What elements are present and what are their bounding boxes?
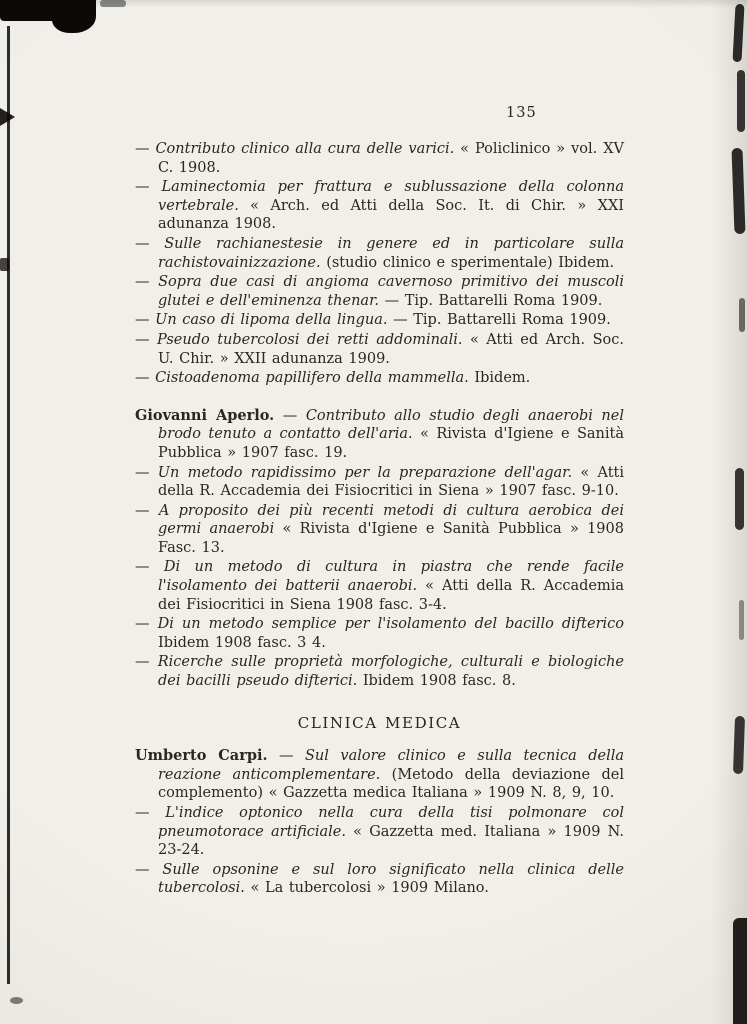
author-name: Umberto Carpi. bbox=[135, 747, 268, 765]
bibliography-entry bbox=[135, 653, 624, 690]
entry-text: « Atti della R. Accademia dei Fisiocritici in Siena 1908 fasc. 3-4. bbox=[158, 578, 624, 613]
bibliography-entry bbox=[135, 235, 624, 272]
page-number: 135 bbox=[506, 105, 537, 121]
bibliography-entry bbox=[135, 747, 624, 803]
entry-text: « Gazzetta med. Italiana » 1909 N. 23-24. bbox=[158, 823, 624, 859]
work-title: Di un metodo semplice per l'isolamento del bacillo difterico bbox=[157, 616, 625, 633]
entry-text: — bbox=[135, 616, 158, 633]
entry-text: Ibidem 1908 fasc. 3 4. bbox=[158, 634, 326, 651]
work-title: Contributo allo studio degli anaerobi nel brodo tenuto a contatto dell'aria. bbox=[158, 407, 624, 443]
bibliography-entry bbox=[135, 804, 624, 860]
bibliography-entry bbox=[135, 273, 624, 310]
entry-text: Ibidem. bbox=[468, 370, 531, 387]
work-title: Pseudo tubercolosi dei retti addominali. bbox=[157, 331, 463, 348]
entry-text: — bbox=[135, 312, 156, 329]
work-title: L'indice optonico nella cura della tisi polmonare col pneumotorace artificiale. bbox=[158, 805, 625, 840]
work-title: A proposito dei più recenti metodi di cultura aerobica dei germi anaerobi bbox=[158, 502, 624, 538]
entries-umberto-carpi bbox=[135, 747, 624, 898]
scan-artifact-top-smudge bbox=[100, 0, 126, 7]
entry-text: — bbox=[135, 654, 158, 671]
entry-text: « Policlinico » vol. XV C. 1908. bbox=[158, 141, 624, 176]
bibliography-entry bbox=[135, 369, 624, 388]
bibliography-entry bbox=[135, 407, 624, 463]
scan-artifact-right-smudge-5 bbox=[735, 468, 744, 530]
scan-artifact-right-smudge-7 bbox=[733, 716, 745, 774]
entry-text: « Arch. ed Atti della Soc. It. di Chir. » XXI adunanza 1908. bbox=[158, 197, 624, 233]
entry-text: Ibidem 1908 fasc. 8. bbox=[357, 673, 516, 690]
entry-text: — bbox=[135, 559, 164, 576]
work-title: Cistoadenoma papillifero della mammella. bbox=[155, 370, 469, 387]
bibliography-entry bbox=[135, 140, 624, 177]
work-title: Sulle rachianestesie in genere ed in particolare sulla rachistovainizzazione. bbox=[158, 235, 624, 271]
entry-text: « Atti della R. Accademia dei Fisiocritici in Siena » 1907 fasc. 9-10. bbox=[158, 464, 624, 500]
bibliography-entry bbox=[135, 615, 624, 652]
bibliography-entry bbox=[135, 861, 624, 898]
work-title: Sulle opsonine e sul loro significato nella clinica delle tubercolosi. bbox=[158, 861, 624, 897]
entry-text: — Tip. Battarelli Roma 1909. bbox=[379, 292, 603, 309]
scan-artifact-bottom-left-dot bbox=[10, 997, 23, 1004]
text-block bbox=[135, 140, 624, 899]
bibliography-entry bbox=[135, 311, 624, 330]
entry-text: (studio clinico e sperimentale) Ibidem. bbox=[320, 254, 615, 271]
scan-artifact-right-smudge-4 bbox=[739, 298, 745, 332]
entry-text: « Atti ed Arch. Soc. U. Chir. » XXII adunanza 1909. bbox=[158, 331, 625, 367]
bibliography-entry bbox=[135, 178, 624, 234]
entry-text: « Rivista d'Igiene e Sanità Pubblica » 1908 Fasc. 13. bbox=[158, 521, 624, 556]
entry-text: — bbox=[135, 331, 157, 348]
scan-artifact-right-bottom-blob bbox=[733, 918, 747, 1024]
entry-text: — bbox=[135, 805, 166, 821]
entry-text: — bbox=[135, 274, 159, 291]
scan-artifact-top-left-blob2 bbox=[52, 0, 96, 33]
entry-text: — bbox=[135, 370, 156, 387]
entry-text: — bbox=[135, 235, 165, 252]
work-title: Un caso di lipoma della lingua. bbox=[155, 312, 388, 329]
entry-text: — bbox=[274, 407, 306, 424]
entry-text: — Tip. Battarelli Roma 1909. bbox=[387, 312, 611, 329]
author-name: Giovanni Aperlo. bbox=[135, 406, 275, 424]
entry-text: — bbox=[135, 141, 156, 157]
scan-artifact-left-tick bbox=[0, 258, 9, 271]
entry-text: — bbox=[135, 502, 159, 519]
work-title: Un metodo rapidissimo per la preparazione dell'agar. bbox=[157, 464, 573, 481]
work-title: Di un metodo di cultura in piastra che rende facile l'isolamento dei batterii anaerobi. bbox=[158, 559, 625, 595]
scan-artifact-right-smudge-6 bbox=[739, 600, 744, 640]
bibliography-entry bbox=[135, 502, 624, 558]
entry-text: — bbox=[267, 748, 305, 765]
scan-artifact-right-smudge-2 bbox=[737, 70, 745, 132]
work-title: Sopra due casi di angioma cavernoso primitivo dei muscoli glutei e dell'eminenza thenar. bbox=[158, 274, 625, 309]
entry-text: — bbox=[135, 861, 163, 878]
bibliography-entry bbox=[135, 464, 624, 501]
entry-text: — bbox=[135, 179, 162, 196]
work-title: Laminectomia per frattura e sublussazione della colonna vertebrale. bbox=[158, 179, 624, 214]
bibliography-entry bbox=[135, 558, 624, 614]
work-title: Sul valore clinico e sulla tecnica della reazione anticomplementare. bbox=[158, 748, 625, 783]
bibliography-entry bbox=[135, 331, 624, 368]
work-title: Contributo clinico alla cura delle varici. bbox=[155, 141, 455, 157]
scan-artifact-binding-line bbox=[7, 26, 10, 984]
entries-giovanni-aperlo bbox=[135, 407, 624, 691]
section-heading: CLINICA MEDICA bbox=[297, 713, 462, 732]
entry-text: « Rivista d'Igiene e Sanità Pubblica » 1907 fasc. 19. bbox=[158, 426, 624, 461]
entry-text: — bbox=[135, 464, 158, 481]
work-title: Ricerche sulle proprietà morfologiche, culturali e biologiche dei bacilli pseudo difterici. bbox=[157, 654, 625, 690]
entry-text: « La tubercolosi » 1909 Milano. bbox=[244, 880, 489, 897]
entries-continued bbox=[135, 140, 624, 388]
entry-text: (Metodo della deviazione del complemento) « Gazzetta medica Italiana » 1909 N. 8, 9, 10. bbox=[158, 766, 624, 802]
